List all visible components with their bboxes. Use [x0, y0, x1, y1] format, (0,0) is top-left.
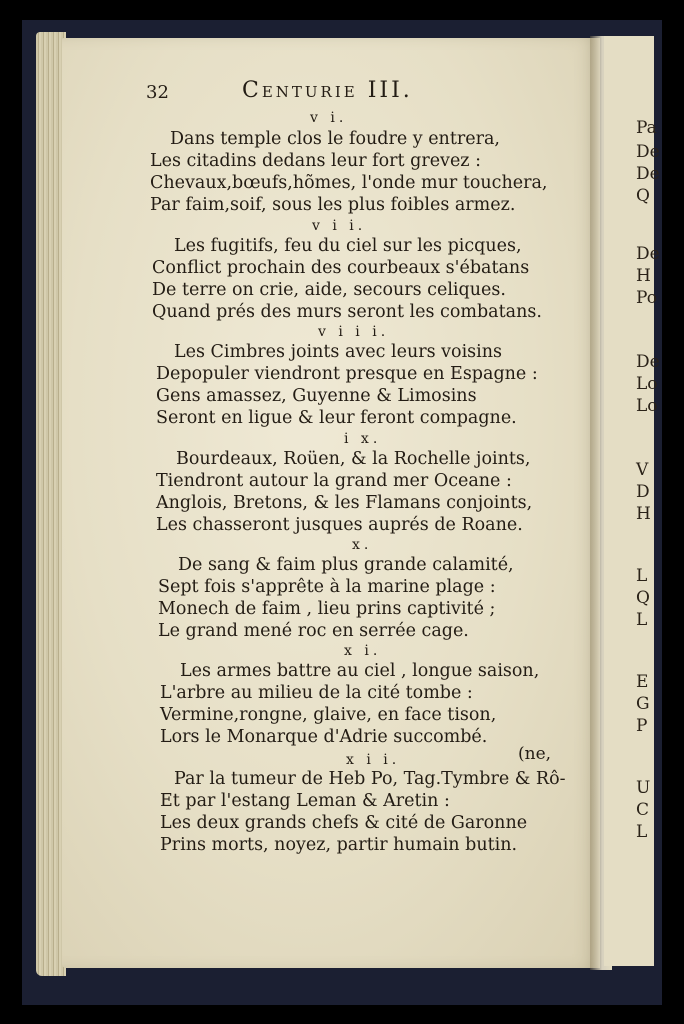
quatrain-numeral: x i i. [346, 752, 401, 768]
facing-page-letter: Lo [636, 374, 658, 394]
verse-line: Conflict prochain des courbeaux s'ébatans [152, 258, 530, 278]
facing-page-letter: Lo [636, 396, 658, 416]
facing-page-letter: Q [636, 186, 650, 206]
verse-line: Et par l'estang Leman & Aretin : [160, 791, 450, 811]
facing-page-letter: Pa [636, 118, 657, 138]
verse-line: Les Cimbres joints avec leurs voisins [174, 342, 502, 362]
facing-page-letter: De [636, 164, 660, 184]
quatrain-numeral: v i i i. [318, 324, 390, 340]
verse-line: De sang & faim plus grande calamité, [178, 555, 514, 575]
verse-line: Sept fois s'apprête à la marine plage : [158, 577, 496, 597]
verse-line: Vermine,rongne, glaive, en face tison, [160, 705, 497, 725]
facing-page-letter: De [636, 142, 660, 162]
facing-page [604, 36, 660, 966]
verse-line: Monech de faim , lieu prins captivité ; [158, 599, 496, 619]
facing-page-letter: Po [636, 288, 657, 308]
facing-page-letter: V [636, 460, 649, 480]
verse-line: Depopuler viendront presque en Espagne : [156, 364, 538, 384]
running-head: Centurie III. [242, 78, 413, 103]
verse-line: Anglois, Bretons, & les Flamans conjoints, [156, 493, 533, 513]
verse-line: Bourdeaux, Roüen, & la Rochelle joints, [176, 449, 531, 469]
verse-line: Les armes battre au ciel , longue saison, [180, 661, 540, 681]
verse-line: Les fugitifs, feu du ciel sur les picques, [174, 236, 522, 256]
verse-line: De terre on crie, aide, secours celiques. [152, 280, 506, 300]
facing-page-letter: C [636, 800, 650, 820]
verse-line: Dans temple clos le foudre y entrera, [170, 129, 500, 149]
facing-page-letter: U [636, 778, 651, 798]
quatrain-numeral: v i. [310, 110, 348, 126]
verse-line: Prins morts, noyez, partir humain butin. [160, 835, 518, 855]
verse-line: Chevaux,bœufs,hõmes, l'onde mur touchera, [150, 173, 548, 193]
verse-line: Les chasseront jusques auprés de Roane. [156, 515, 523, 535]
page-number: 32 [146, 82, 169, 103]
facing-page-letter: G [636, 694, 650, 714]
verse-line: L'arbre au milieu de la cité tombe : [160, 683, 473, 703]
verse-line: Quand prés des murs seront les combatans. [152, 302, 542, 322]
verse-line: Gens amassez, Guyenne & Limosins [156, 386, 477, 406]
facing-page-letter: H [636, 266, 651, 286]
verse-line: Par la tumeur de Heb Po, Tag.Tymbre & Rô- [174, 769, 566, 789]
facing-page-letter: L [636, 610, 648, 630]
facing-page-letter: H [636, 504, 651, 524]
quatrain-numeral: x i. [344, 643, 382, 659]
margin-note: (ne, [518, 744, 552, 764]
verse-line: Seront en ligue & leur feront compagne. [156, 408, 517, 428]
page-content [62, 38, 600, 968]
verse-line: Lors le Monarque d'Adrie succombé. [160, 727, 488, 747]
facing-page-letter: De [636, 352, 660, 372]
verse-line: Les deux grands chefs & cité de Garonne [160, 813, 528, 833]
facing-page-letter: L [636, 566, 648, 586]
verse-line: Les citadins dedans leur fort grevez : [150, 151, 481, 171]
quatrain-numeral: x. [352, 537, 373, 553]
quatrain-numeral: v i i. [312, 218, 367, 234]
verse-line: Tiendront autour la grand mer Oceane : [156, 471, 512, 491]
facing-page-letter: P [636, 716, 648, 736]
facing-page-letter: L [636, 822, 648, 842]
verse-line: Le grand mené roc en serrée cage. [158, 621, 469, 641]
verse-line: Par faim,soif, sous les plus foibles armez. [150, 195, 516, 215]
facing-page-letter: D [636, 482, 650, 502]
facing-page-letter: De [636, 244, 660, 264]
facing-page-letter: E [636, 672, 649, 692]
facing-page-letter: Q [636, 588, 650, 608]
quatrain-numeral: i x. [344, 431, 382, 447]
